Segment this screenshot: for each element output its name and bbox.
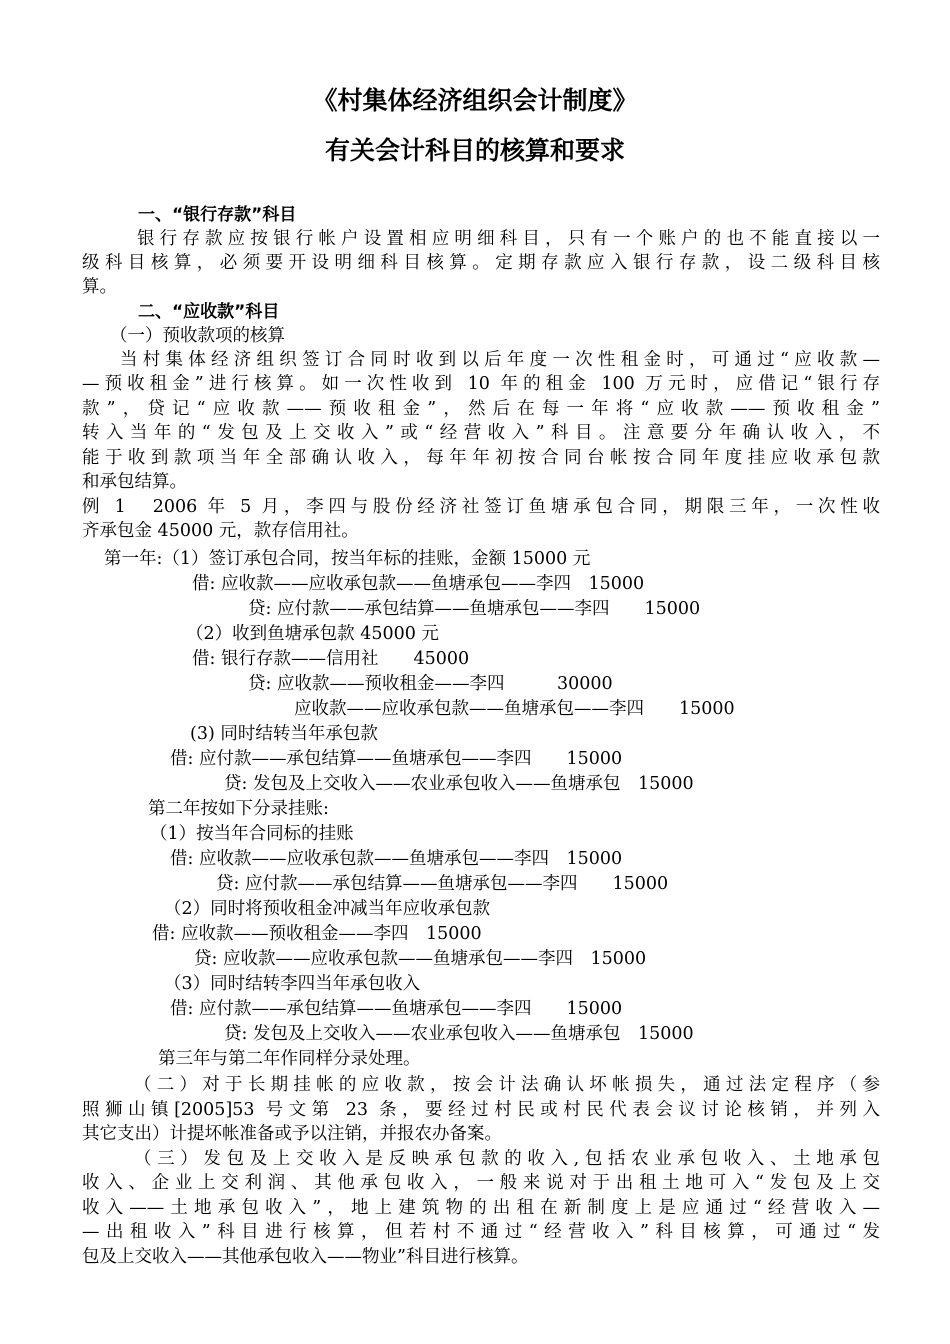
example-line-1: 例 1 2006 年 5 月，李四与股份经济社签订鱼塘承包合同，期限三年，一次性收 — [82, 497, 880, 517]
para-line-2: —预收租金”进行核算。如一次性收到 10 年的租金 100 万元时，应借记“银行存 — [82, 374, 880, 394]
entry-debit: 借: 应收款——应收承包款——鱼塘承包——李四 15000 — [192, 574, 645, 594]
entry-credit: 贷: 发包及上交收入——农业承包收入——鱼塘承包 15000 — [224, 774, 694, 794]
sub2-line-1: （二）对于长期挂帐的应收款，按会计法确认坏帐损失，通过法定程序（参 — [134, 1075, 880, 1095]
sub3-line-3: 收入——土地承包收入”，地上建筑物的出租在新制度上是应通过“经营收入— — [82, 1198, 880, 1218]
entry-credit-cont: 应收款——应收承包款——鱼塘承包——李四 15000 — [294, 699, 735, 719]
doc-title-line1: 《村集体经济组织会计制度》 — [312, 86, 638, 115]
entry-credit: 贷: 应付款——承包结算——鱼塘承包——李四 15000 — [216, 874, 669, 894]
sub2-line-2: 照狮山镇[2005]53 号文第 23 条，要经过村民或村民代表会议讨论核销，并列入 — [82, 1100, 880, 1120]
entry-step: (3) 同时结转当年承包款 — [190, 724, 378, 744]
entry-year2-heading: 第二年按如下分录挂账: — [148, 799, 329, 819]
para-line-3: 款”，贷记“应收款——预收租金”，然后在每一年将“应收款——预收租金” — [82, 399, 880, 419]
entry-credit: 贷: 发包及上交收入——农业承包收入——鱼塘承包 15000 — [224, 1024, 694, 1044]
entry-step: （2）同时将预收租金冲减当年应收承包款 — [164, 899, 491, 919]
entry-debit: 借: 应收款——应收承包款——鱼塘承包——李四 15000 — [170, 849, 623, 869]
entry-debit: 借: 应收款——预收租金——李四 15000 — [152, 924, 482, 944]
sub3-line-5: 包及上交收入——其他承包收入——物业”科目进行核算。 — [82, 1247, 529, 1267]
para-line-1: 当村集体经济组织签订合同时收到以后年度一次性租金时，可通过“应收款— — [120, 350, 880, 370]
sec1-line-3: 算。 — [82, 277, 117, 297]
sec1-line-2: 级科目核算，必须要开设明细科目核算。定期存款应入银行存款，设二级科目核 — [82, 253, 880, 273]
subsection1-title: （一）预收款项的核算 — [110, 326, 285, 346]
sub3-line-2: 收入、企业上交利润、其他承包收入，一般来说对于出租土地可入“发包及上交 — [82, 1173, 880, 1193]
para-line-6: 和承包结算。 — [82, 472, 187, 492]
entry-debit: 借: 应付款——承包结算——鱼塘承包——李四 15000 — [170, 999, 623, 1019]
entry-credit: 贷: 应收款——应收承包款——鱼塘承包——李四 15000 — [194, 949, 647, 969]
entry-year1-step1: 第一年:（1）签订承包合同，按当年标的挂账，金额 15000 元 — [104, 549, 591, 569]
entry-step: （3）同时结转李四当年承包收入 — [164, 974, 421, 994]
sub2-line-3: 其它支出）计提坏帐准备或予以注销，并报农办备案。 — [82, 1124, 502, 1144]
entry-credit: 贷: 应付款——承包结算——鱼塘承包——李四 15000 — [248, 599, 701, 619]
entry-debit: 借: 应付款——承包结算——鱼塘承包——李四 15000 — [170, 749, 623, 769]
doc-title-line2: 有关会计科目的核算和要求 — [324, 136, 625, 165]
sec1-line-1: 银行存款应按银行帐户设置相应明细科目，只有一个账户的也不能直接以一 — [137, 229, 880, 249]
entry-step: （2）收到鱼塘承包款 45000 元 — [186, 624, 439, 644]
entry-year3-note: 第三年与第二年作同样分录处理。 — [158, 1049, 421, 1069]
entry-credit: 贷: 应收款——预收租金——李四 30000 — [248, 674, 613, 694]
entry-step: （1）按当年合同标的挂账 — [150, 824, 354, 844]
entry-debit: 借: 银行存款——信用社 45000 — [192, 649, 470, 669]
section1-heading: 一、“银行存款”科目 — [138, 205, 297, 225]
sub3-line-4: —出租收入”科目进行核算，但若村不通过“经营收入”科目核算，可通过“发 — [82, 1222, 880, 1242]
para-line-4: 转入当年的“发包及上交收入”或“经营收入”科目。注意要分年确认收入，不 — [82, 423, 880, 443]
para-line-5: 能于收到款项当年全部确认收入，每年年初按合同台帐按合同年度挂应收承包款 — [82, 448, 880, 468]
example-line-2: 齐承包金 45000 元，款存信用社。 — [82, 521, 359, 541]
sub3-line-1: （三）发包及上交收入是反映承包款的收入,包括农业承包收入、土地承包 — [134, 1149, 880, 1169]
section2-heading: 二、“应收款”科目 — [138, 302, 280, 322]
